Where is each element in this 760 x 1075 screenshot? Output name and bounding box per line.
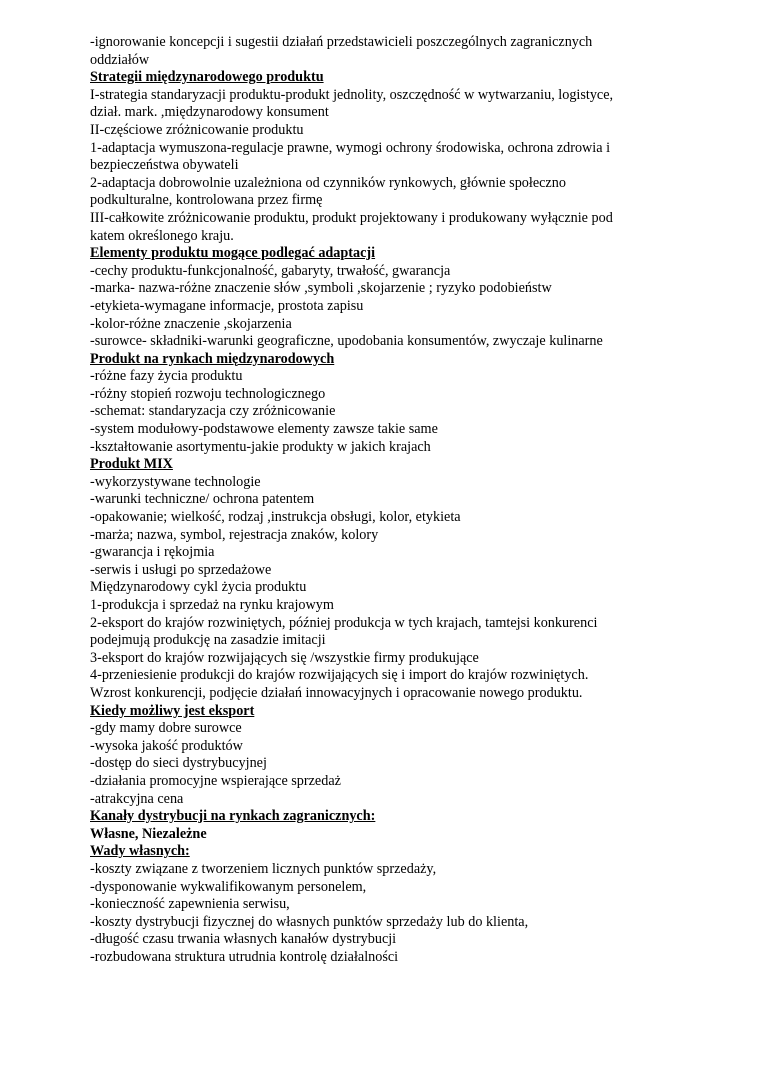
section-heading: Produkt na rynkach międzynarodowych [90,350,335,367]
text-line: -konieczność zapewnienia serwisu, [90,896,290,913]
text-line: -atrakcyjna cena [90,790,184,807]
text-line: -cechy produktu-funkcjonalność, gabaryty, trwałość, gwarancja [90,262,451,279]
text-line: -opakowanie; wielkość, rodzaj ,instrukcja obsługi, kolor, etykieta [90,509,461,526]
text-line: katem określonego kraju. [90,227,234,244]
text-line: -długość czasu trwania własnych kanałów dystrybucji [90,931,397,948]
text-line: -serwis i usługi po sprzedażowe [90,561,272,578]
text-line: II-częściowe zróżnicowanie produktu [90,121,304,138]
text-line: Międzynarodowy cykl życia produktu [90,579,307,596]
text-line: 1-adaptacja wymuszona-regulacje prawne, wymogi ochrony środowiska, ochrona zdrowia i [90,139,611,156]
section-heading: Kanały dystrybucji na rynkach zagranicznych: [90,808,376,825]
text-line: -wykorzystywane technologie [90,473,261,490]
text-line: I-strategia standaryzacji produktu-produkt jednolity, oszczędność w wytwarzaniu, logistyce, [90,86,614,103]
section-heading: Kiedy możliwy jest eksport [90,702,255,719]
text-line: dział. mark. ,międzynarodowy konsument [90,104,329,121]
section-heading: Strategii międzynarodowego produktu [90,69,324,86]
section-heading: Produkt MIX [90,456,173,473]
text-line: bezpieczeństwa obywateli [90,157,239,174]
text-line: Wzrost konkurencji, podjęcie działań innowacyjnych i opracowanie nowego produktu. [90,684,583,701]
text-line: -działania promocyjne wspierające sprzedaż [90,772,341,789]
text-line: oddziałów [90,51,150,68]
text-line: 1-produkcja i sprzedaż na rynku krajowym [90,597,334,613]
text-line: -etykieta-wymagane informacje, prostota zapisu [90,297,364,314]
text-line: III-całkowite zróżnicowanie produktu, produkt projektowany i produkowany wyłącznie pod [90,209,613,226]
text-line: 2-eksport do krajów rozwiniętych, później produkcja w tych krajach, tamtejsi konkurenci [90,614,598,631]
text-line: -marka- nazwa-różne znaczenie słów ,symboli ,skojarzenie ; ryzyko podobieństw [90,280,552,297]
text-line: -różny stopień rozwoju technologicznego [90,385,326,402]
text-line: -różne fazy życia produktu [90,368,243,385]
text-line: -ignorowanie koncepcji i sugestii działań przedstawicieli poszczególnych zagranicznych [90,34,593,50]
text-line: -koszty dystrybucji fizycznej do własnych punktów sprzedaży lub do klienta, [90,913,529,930]
text-line: -system modułowy-podstawowe elementy zawsze takie same [90,421,438,438]
section-heading: Elementy produktu mogące podlegać adaptacji [90,245,376,262]
text-line: podejmują produkcję na zasadzie imitacji [90,632,326,649]
text-line: -koszty związane z tworzeniem licznych punktów sprzedaży, [90,860,437,877]
text-line: -gwarancja i rękojmia [90,544,215,561]
text-line: -schemat: standaryzacja czy zróżnicowanie [90,403,336,420]
text-line: -rozbudowana struktura utrudnia kontrolę działalności [90,948,399,965]
text-line: -kolor-różne znaczenie ,skojarzenia [90,315,292,332]
text-line: podkulturalne, kontrolowana przez firmę [90,192,323,209]
text-line: -kształtowanie asortymentu-jakie produkty w jakich krajach [90,438,431,455]
text-line: -marża; nazwa, symbol, rejestracja znaków, kolory [90,526,379,543]
text-line: -surowce- składniki-warunki geograficzne, upodobania konsumentów, zwyczaje kulinarne [90,333,603,350]
text-line: 2-adaptacja dobrowolnie uzależniona od czynników rynkowych, głównie społeczno [90,174,566,191]
text-line: -dostęp do sieci dystrybucyjnej [90,755,267,772]
text-line: 4-przeniesienie produkcji do krajów rozwijających się i import do krajów rozwiniętych. [90,667,589,684]
section-heading: Wady własnych: [90,843,190,860]
text-line: -wysoka jakość produktów [90,737,243,754]
text-line: -gdy mamy dobre surowce [90,720,242,737]
text-line: -dysponowanie wykwalifikowanym personelem, [90,878,367,895]
text-line: 3-eksport do krajów rozwijających się /wszystkie firmy produkujące [90,649,479,666]
text-line: -warunki techniczne/ ochrona patentem [90,491,315,508]
bold-text-line: Własne, Niezależne [90,825,207,842]
document-page [90,34,700,966]
